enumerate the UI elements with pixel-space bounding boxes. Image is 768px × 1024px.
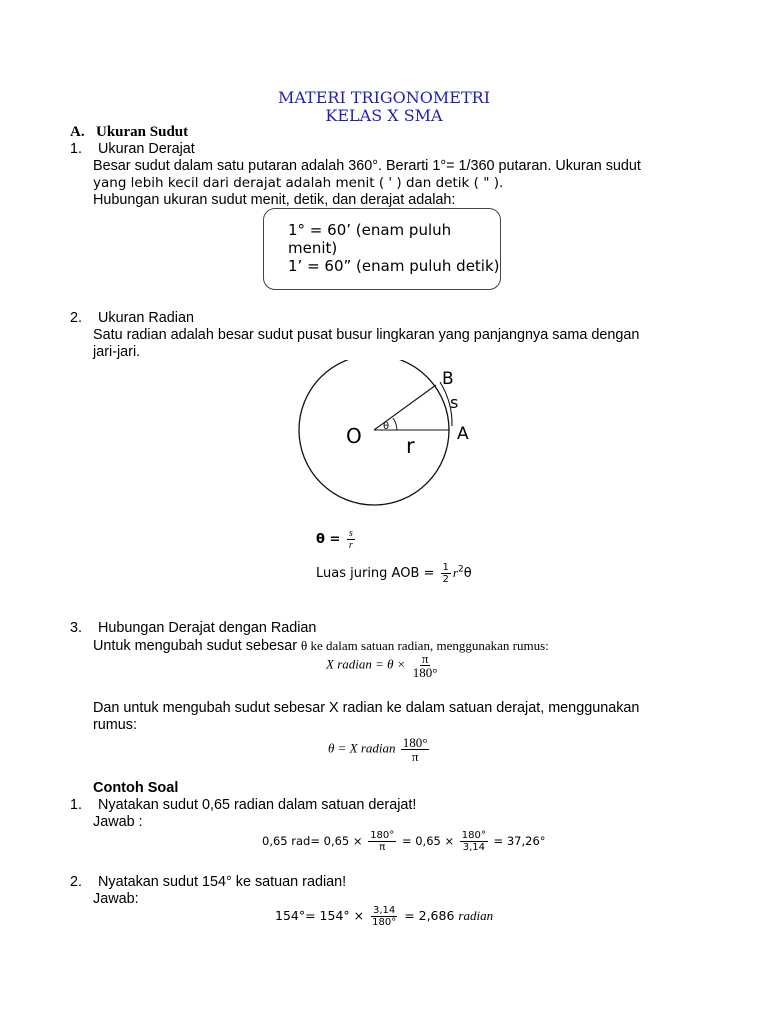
fraction-180-over-pi — [368, 830, 396, 853]
fraction-numerator: 1 — [442, 562, 449, 573]
item3-text1-part-a: Untuk mengubah sudut sebesar — [93, 638, 301, 654]
fraction-denominator: 2 — [442, 574, 449, 585]
q1-jawab: Jawab : — [93, 814, 143, 830]
item3-title: Hubungan Derajat dengan Radian — [98, 620, 317, 636]
q2-number: 2. — [70, 874, 83, 890]
formula-luas-exponent: 2 — [457, 564, 464, 575]
item3-number: 3. — [70, 620, 83, 636]
item3-text3: rumus: — [93, 717, 137, 733]
formula-theta-s-over-r — [316, 528, 357, 551]
fraction-denominator: 180° — [412, 665, 438, 680]
label-a: A — [457, 424, 469, 444]
formula-deg-to-rad — [326, 652, 442, 679]
item2-text2: jari-jari. — [93, 344, 141, 360]
item3-text2: Dan untuk mengubah sudut sebesar X radian ke dalam satuan derajat, menggunakan — [93, 700, 640, 716]
q2-text: Nyatakan sudut 154° ke satuan radian! — [98, 874, 347, 890]
item1-text3: Hubungan ukuran sudut menit, detik, dan derajat adalah: — [93, 192, 456, 208]
item2-title: Ukuran Radian — [98, 310, 194, 326]
doc-title-line2: KELAS X SMA — [325, 106, 443, 125]
fraction-180-over-pi — [401, 736, 430, 763]
section-a-label: A. — [70, 124, 85, 140]
fraction-denominator: 180° — [372, 917, 397, 928]
q1-formula-part-b: = 0,65 × — [401, 834, 455, 848]
fraction-pi-over-180 — [411, 652, 440, 679]
label-o: O — [346, 424, 362, 448]
degree-relation-box — [263, 208, 501, 290]
q1-answer-formula — [262, 830, 546, 853]
radian-circle-diagram — [290, 360, 480, 520]
fraction-denominator: 3,14 — [462, 842, 485, 853]
label-theta: θ — [383, 421, 390, 432]
q1-formula-part-c: = 37,26° — [493, 834, 546, 848]
label-s: s — [450, 393, 459, 412]
minute-second-relation: 1’ = 60” (enam puluh detik) — [288, 257, 500, 275]
circle-outline — [299, 360, 449, 505]
fraction-denominator: r — [348, 540, 353, 551]
q1-number: 1. — [70, 797, 83, 813]
contoh-soal-heading: Contoh Soal — [93, 780, 179, 796]
fraction-180-over-314 — [460, 830, 488, 853]
item1-text1: Besar sudut dalam satu putaran adalah 360°. Berarti 1°= 1/360 putaran. Ukuran sudut — [93, 158, 641, 174]
q2-formula-unit: radian — [458, 908, 494, 923]
formula-luas-lhs: Luas juring AOB = — [316, 566, 435, 581]
item3-text1-part-b: θ ke dalam satuan radian, menggunakan rumus: — [301, 638, 549, 653]
item3-text1 — [93, 637, 549, 655]
fraction-numerator: 180° — [370, 830, 395, 841]
fraction-denominator: π — [411, 749, 419, 764]
fraction-numerator: π — [421, 651, 429, 666]
formula-luas-r: r — [452, 565, 458, 580]
label-b: B — [442, 369, 454, 389]
q2-formula-part-b: = 2,686 — [404, 908, 455, 923]
degree-minute-relation: 1° = 60’ (enam puluh menit) — [288, 221, 452, 257]
fraction-numerator: s — [348, 528, 353, 539]
q2-jawab: Jawab: — [93, 891, 139, 907]
doc-title-line1: MATERI TRIGONOMETRI — [277, 88, 491, 107]
formula1-lhs: X radian = θ × — [326, 656, 406, 672]
item1-number: 1. — [70, 141, 83, 157]
fraction-numerator: 180° — [461, 830, 486, 841]
q1-formula-part-a: 0,65 rad= 0,65 × — [262, 834, 363, 848]
item2-number: 2. — [70, 310, 83, 326]
q1-text: Nyatakan sudut 0,65 radian dalam satuan derajat! — [98, 797, 417, 813]
fraction-numerator: 180° — [402, 735, 428, 750]
angle-arc — [393, 418, 397, 430]
fraction-numerator: 3,14 — [373, 905, 396, 916]
formula-theta-lhs: θ = — [316, 532, 341, 547]
section-a-heading: Ukuran Sudut — [96, 124, 189, 140]
item1-title: Ukuran Derajat — [98, 141, 195, 157]
fraction-half — [441, 562, 451, 585]
fraction-314-over-180 — [370, 905, 398, 928]
formula-luas-juring — [316, 562, 472, 585]
q2-formula-part-a: 154°= 154° × — [275, 908, 365, 923]
label-r: r — [406, 434, 415, 458]
fraction-s-over-r — [347, 528, 355, 551]
formula-rad-to-deg — [328, 736, 431, 763]
q2-answer-formula — [275, 905, 493, 928]
item2-text1: Satu radian adalah besar sudut pusat busur lingkaran yang panjangnya sama dengan — [93, 327, 640, 343]
formula-luas-theta: θ — [463, 566, 472, 581]
fraction-denominator: π — [379, 842, 386, 853]
item1-text2: yang lebih kecil dari derajat adalah menit ( ' ) dan detik ( " ). — [93, 175, 504, 191]
formula2-lhs: θ = X radian — [328, 740, 396, 756]
